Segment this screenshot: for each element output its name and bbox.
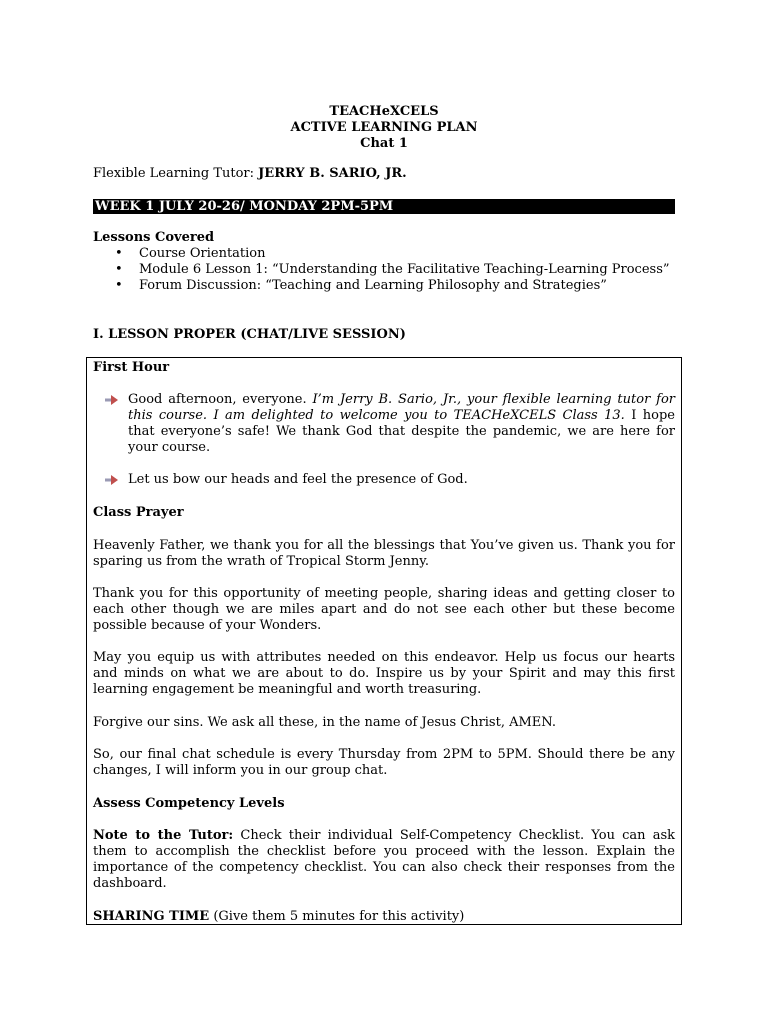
greeting-bullet [93, 392, 675, 456]
sharing-paragraph [93, 909, 675, 925]
lessons-list [93, 246, 675, 294]
bullet-dot-icon: • [115, 262, 123, 277]
bullet-dot-icon: • [115, 246, 123, 261]
plan-title: ACTIVE LEARNING PLAN [290, 120, 478, 135]
bow-text: Let us bow our heads and feel the presence of God. [128, 472, 468, 487]
bow-bullet [93, 472, 675, 488]
lesson-item-text: Course Orientation [139, 246, 266, 261]
sharing-label: SHARING TIME [93, 909, 210, 924]
schedule-paragraph: So, our final chat schedule is every Thursday from 2PM to 5PM. Should there be any changes, I will inform you in our group chat. [93, 747, 675, 778]
bullet-dot-icon: • [115, 278, 123, 293]
list-item [93, 278, 675, 294]
greeting-part-b: I’m Jerry B. Sario, Jr., your flexible learning tutor for this course. I am delighted to welcome you to TEACHeXCELS Class 13. [128, 392, 676, 423]
lesson-item-text: Module 6 Lesson 1: “Understanding the Facilitative Teaching-Learning Process” [139, 262, 670, 277]
org-title: TEACHeXCELS [329, 104, 439, 119]
lesson-item-text: Forum Discussion: “Teaching and Learning Philosophy and Strategies” [139, 278, 607, 293]
lesson-box [86, 357, 682, 925]
greeting-text [128, 392, 675, 456]
list-item [93, 246, 675, 262]
lesson-proper-title: I. LESSON PROPER (CHAT/LIVE SESSION) [93, 327, 406, 342]
tutor-name: JERRY B. SARIO, JR. [258, 166, 407, 181]
prayer-paragraph-3: May you equip us with attributes needed on this endeavor. Help us focus our hearts and minds on what we are about to do. Inspire us by your Spirit and may this first learning engagement be meaningful and worth treasuring. [93, 650, 675, 697]
tutor-label: Flexible Learning Tutor: [93, 166, 259, 181]
note-text: Check their individual Self-Competency Checklist. You can ask them to accomplish the checklist before you proceed with the lesson. Explain the importance of the competency checklist. You can also check their responses from the dashboard. [93, 828, 675, 891]
prayer-paragraph-2: Thank you for this opportunity of meeting people, sharing ideas and getting closer to each other though we are miles apart and do not see each other but these become possible because of your Wonders. [93, 586, 675, 633]
note-paragraph [93, 828, 675, 892]
class-prayer-heading: Class Prayer [93, 505, 184, 520]
sharing-text: (Give them 5 minutes for this activity) [209, 909, 465, 924]
greeting-part-a: Good afternoon, everyone. [128, 392, 313, 407]
first-hour-heading: First Hour [93, 360, 170, 375]
prayer-paragraph-1: Heavenly Father, we thank you for all the blessings that You’ve given us. Thank you for sparing us from the wrath of Tropical Storm Jenny. [93, 538, 675, 569]
arrow-bullet-icon [105, 474, 119, 486]
chat-title: Chat 1 [360, 136, 408, 151]
list-item [93, 262, 675, 278]
greeting-part-c: I hope that everyone’s safe! We thank God that despite the pandemic, we are here for your course. [128, 408, 675, 455]
document-header [0, 104, 768, 152]
arrow-bullet-icon [105, 394, 119, 406]
tutor-line [93, 166, 407, 182]
week-bar: WEEK 1 JULY 20-26/ MONDAY 2PM-5PM [93, 199, 675, 214]
note-label: Note to the Tutor: [93, 828, 234, 843]
prayer-paragraph-4: Forgive our sins. We ask all these, in the name of Jesus Christ, AMEN. [93, 715, 556, 730]
assess-heading: Assess Competency Levels [93, 796, 285, 811]
lessons-title: Lessons Covered [93, 230, 215, 245]
